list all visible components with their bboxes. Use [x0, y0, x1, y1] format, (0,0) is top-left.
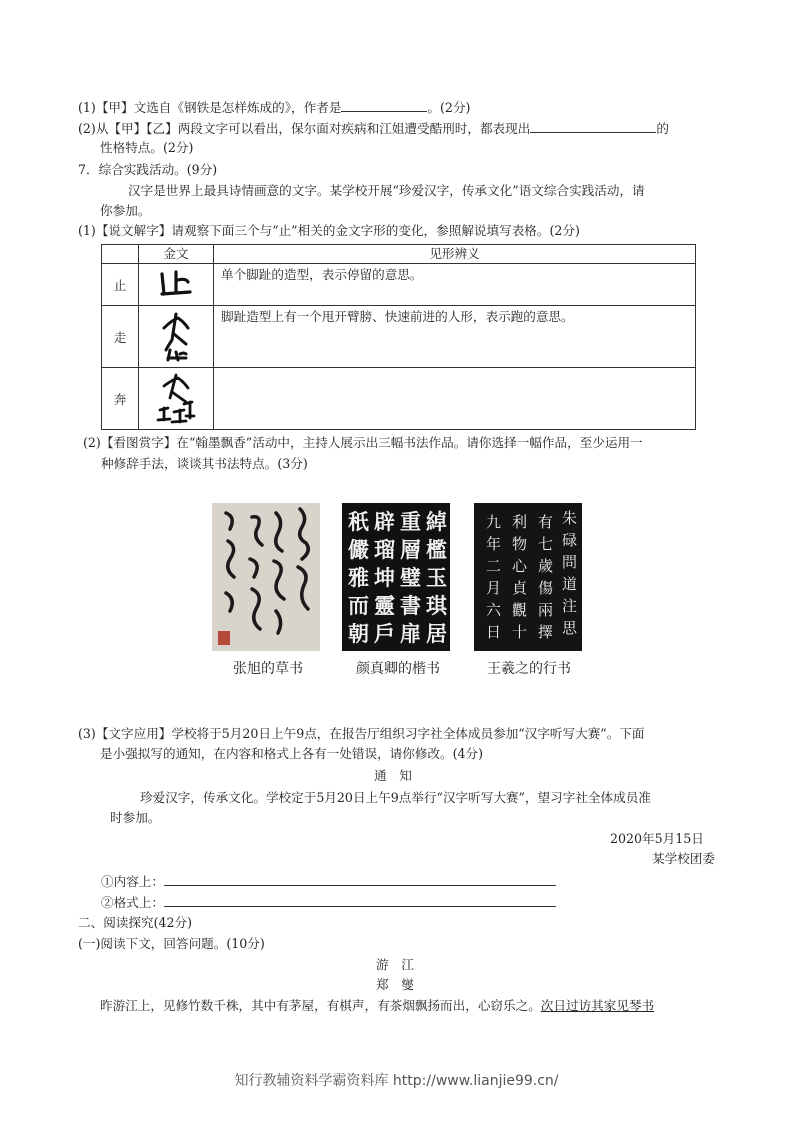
section2-sub: (一)阅读下文，回答问题。(10分): [78, 936, 265, 951]
svg-text:兩: 兩: [538, 601, 554, 619]
svg-text:戶: 戶: [374, 621, 395, 646]
q6-part1-score: 。(2分): [427, 100, 471, 115]
fix-content-label: ①内容上：: [101, 874, 164, 889]
jinwen-zou-glyph: [139, 306, 214, 368]
table-char: 奔: [102, 368, 139, 430]
q6-part2-line2: 性格特点。(2分): [100, 140, 194, 155]
fix-format-label: ②格式上：: [101, 895, 164, 910]
q6-part2-suffix: 的: [656, 121, 669, 136]
q7-part1: (1)【说文解字】请观察下面三个与“止”相关的金文字形的变化，参照解说填写表格。(2分): [78, 223, 580, 238]
svg-text:注: 注: [562, 597, 578, 615]
svg-text:坤: 坤: [374, 565, 395, 590]
answer-blank[interactable]: [164, 872, 556, 886]
caption-cursive: 张旭的草书: [233, 661, 303, 677]
svg-text:傷: 傷: [538, 579, 554, 597]
regular-script-calligraphy-image: [342, 503, 450, 651]
q7-intro-line2: 你参加。: [100, 203, 151, 218]
svg-text:扉: 扉: [400, 621, 421, 646]
table-char: 止: [102, 264, 139, 306]
svg-text:九: 九: [486, 513, 502, 531]
svg-text:朝: 朝: [348, 621, 369, 646]
svg-text:物: 物: [512, 535, 528, 553]
q7-heading: 7．综合实践活动。(9分): [78, 162, 218, 177]
cursive-calligraphy-image: [212, 503, 320, 651]
notice-body: 珍爱汉字，传承文化。学校定于5月20日上午9点举行“汉字听写大赛”，望习字社全体成员准: [140, 790, 651, 805]
svg-text:辟: 辟: [374, 509, 395, 534]
fix-content: [101, 872, 556, 891]
svg-text:重: 重: [400, 509, 421, 534]
table-row: [102, 264, 696, 306]
svg-text:問: 問: [562, 553, 578, 571]
svg-text:靈: 靈: [374, 593, 395, 618]
fix-format: [101, 893, 556, 912]
passage-text: [100, 997, 654, 1015]
svg-text:書: 書: [400, 593, 421, 618]
q6-part1: [78, 98, 470, 117]
svg-text:月: 月: [486, 579, 502, 597]
svg-text:秖: 秖: [348, 509, 369, 534]
table-row: [102, 306, 696, 368]
svg-text:觀: 觀: [512, 601, 528, 619]
table-row: [102, 368, 696, 430]
svg-text:雅: 雅: [348, 565, 369, 590]
q7-part3: (3)【文字应用】学校将于5月20日上午9点，在报告厅组织习字社全体成员参加“汉字听写大赛”。下面: [78, 726, 645, 741]
q7-part2: (2)【看图赏字】在“翰墨飘香”活动中，主持人展示出三幅书法作品。请你选择一幅作品，至少运用一: [83, 435, 643, 450]
table-char: 走: [102, 306, 139, 368]
footer-watermark: 知行教辅资料学霸资料库 http://www.lianjie99.cn/: [234, 1073, 559, 1089]
svg-text:道: 道: [562, 575, 578, 593]
q6-part2: [78, 119, 669, 138]
svg-text:七: 七: [538, 535, 554, 553]
svg-text:琪: 琪: [426, 593, 447, 618]
svg-text:利: 利: [512, 513, 528, 531]
svg-text:層: 層: [400, 537, 421, 562]
svg-text:綽: 綽: [426, 509, 447, 534]
svg-text:歲: 歲: [538, 557, 554, 575]
caption-running: 王羲之的行书: [487, 661, 571, 677]
svg-text:有: 有: [538, 513, 554, 531]
answer-blank[interactable]: [341, 98, 427, 112]
jinwen-ben-glyph: [139, 368, 214, 430]
q7-part2-line2: 种修辞手法，谈谈其书法特点。(3分): [101, 456, 308, 471]
answer-blank[interactable]: [530, 119, 656, 133]
notice-title: 通 知: [374, 768, 412, 783]
notice-issuer: 某学校团委: [652, 851, 715, 866]
svg-text:璧: 璧: [400, 565, 421, 590]
svg-text:瑠: 瑠: [374, 537, 395, 562]
table-meaning-answer[interactable]: [214, 368, 696, 430]
q6-part1-text: (1)【甲】文选自《钢铁是怎样炼成的》，作者是: [78, 100, 342, 115]
svg-text:心: 心: [512, 557, 528, 575]
section2-heading: 二、阅读探究(42分): [78, 915, 193, 930]
notice-body-line2: 时参加。: [110, 810, 161, 825]
svg-text:檻: 檻: [426, 537, 447, 562]
svg-text:居: 居: [426, 621, 447, 646]
svg-text:思: 思: [562, 619, 578, 637]
poem-author: 郑 燮: [376, 977, 414, 992]
svg-text:日: 日: [486, 623, 502, 641]
svg-text:而: 而: [348, 593, 369, 618]
passage-underlined: 次日过访其家见琴书: [540, 998, 655, 1013]
poem-title: 游 江: [376, 957, 414, 972]
svg-text:儼: 儼: [348, 537, 369, 562]
answer-blank[interactable]: [164, 893, 556, 907]
svg-text:年: 年: [486, 535, 502, 553]
jinwen-zhi-glyph: [139, 264, 214, 306]
table-meaning: 单个脚趾的造型，表示停留的意思。: [214, 264, 696, 306]
svg-text:十: 十: [512, 623, 528, 641]
caption-regular: 颜真卿的楷书: [356, 661, 440, 677]
passage-plain: 昨游江上，见修竹数千株，其中有茅屋，有棋声，有茶烟飘扬而出，心窃乐之。: [100, 998, 541, 1013]
svg-text:貞: 貞: [512, 579, 528, 597]
running-script-calligraphy-image: [474, 503, 582, 651]
q6-part2-text: (2)从【甲】【乙】两段文字可以看出，保尔面对疾病和江姐遭受酷刑时，都表现出: [78, 121, 531, 136]
svg-text:擇: 擇: [538, 623, 554, 641]
notice-date: 2020年5月15日: [610, 831, 704, 846]
table-header-meaning: 见形辨义: [214, 245, 696, 264]
table-meaning: 脚趾造型上有一个甩开臂膀、快速前进的人形，表示跑的意思。: [214, 306, 696, 368]
q7-intro: 汉字是世界上最具诗情画意的文字。某学校开展“珍爱汉字，传承文化”语文综合实践活动，请: [128, 183, 645, 198]
svg-text:六: 六: [486, 601, 502, 619]
svg-text:玉: 玉: [426, 565, 447, 590]
svg-text:二: 二: [486, 557, 502, 575]
jinwen-table: [101, 244, 696, 430]
q7-part3-line2: 是小强拟写的通知，在内容和格式上各有一处错误，请你修改。(4分): [100, 746, 484, 761]
svg-text:朱: 朱: [562, 509, 578, 527]
table-corner: [102, 245, 139, 264]
svg-text:碌: 碌: [562, 531, 578, 549]
table-header-jinwen: 金文: [139, 245, 214, 264]
